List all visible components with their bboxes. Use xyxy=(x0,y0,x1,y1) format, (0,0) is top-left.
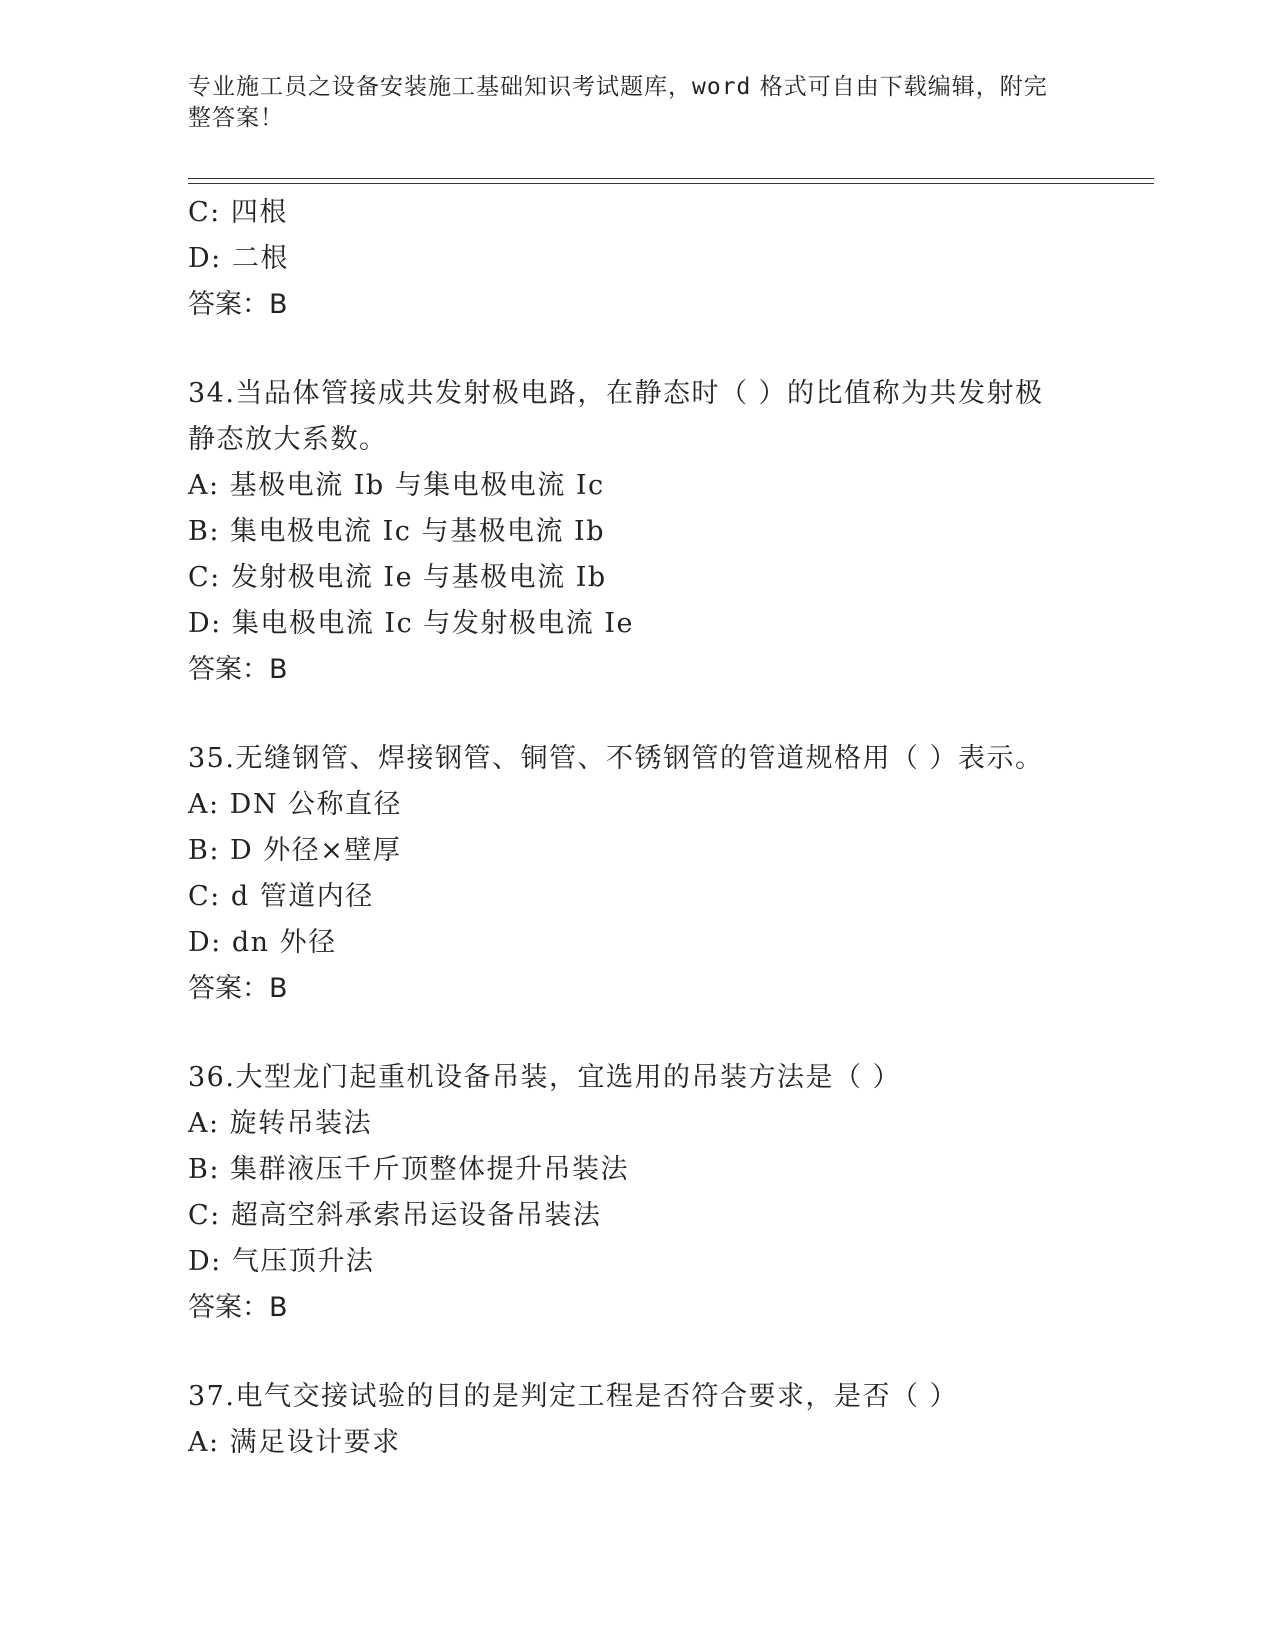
answer: 答案：B xyxy=(188,654,288,685)
header-text-word: word xyxy=(692,74,752,100)
header-text-a: 专业施工员之设备安装施工基础知识考试题库， xyxy=(188,74,692,100)
question-34 xyxy=(188,371,1068,693)
option-c: C: 四根 xyxy=(188,197,288,228)
option-a: A: 旋转吊装法 xyxy=(188,1108,373,1139)
header-text-c: 格式可自由下载编辑，附完 xyxy=(751,74,1048,100)
option-d: D: 集电极电流 Ic 与发射极电流 Ie xyxy=(188,608,635,639)
option-c: C: 发射极电流 Ie 与基极电流 Ib xyxy=(188,562,607,593)
spacer xyxy=(188,1331,1068,1374)
option-a: A: 满足设计要求 xyxy=(188,1427,401,1458)
answer: 答案：B xyxy=(188,1292,288,1323)
question-stem: 36.大型龙门起重机设备吊装，宜选用的吊装方法是（ ） xyxy=(188,1062,902,1093)
header-divider-bottom xyxy=(188,183,1154,184)
header-line-2: 整答案！ xyxy=(188,105,284,131)
option-b: B: 集电极电流 Ic 与基极电流 Ib xyxy=(188,516,606,547)
option-b: B: D 外径×壁厚 xyxy=(188,835,402,866)
option-a: A: 基极电流 Ib 与集电极电流 Ic xyxy=(188,470,605,501)
question-33-continued xyxy=(188,190,1068,328)
option-c: C: d 管道内径 xyxy=(188,881,374,912)
question-list xyxy=(188,190,1068,1466)
spacer xyxy=(188,1012,1068,1055)
question-stem: 37.电气交接试验的目的是判定工程是否符合要求，是否（ ） xyxy=(188,1381,959,1412)
header-divider-top xyxy=(188,178,1154,179)
spacer xyxy=(188,328,1068,371)
question-37 xyxy=(188,1374,1068,1466)
question-stem: 34.当品体管接成共发射极电路，在静态时（ ）的比值称为共发射极 xyxy=(188,378,1044,409)
spacer xyxy=(188,693,1068,736)
header-line-1 xyxy=(188,72,1068,103)
option-d: D: 气压顶升法 xyxy=(188,1246,375,1277)
option-d: D: 二根 xyxy=(188,243,289,274)
option-b: B: 集群液压千斤顶整体提升吊装法 xyxy=(188,1154,630,1185)
option-d: D: dn 外径 xyxy=(188,927,337,958)
question-stem-continued: 静态放大系数。 xyxy=(188,424,388,455)
answer: 答案：B xyxy=(188,973,288,1004)
question-stem: 35.无缝钢管、焊接钢管、铜管、不锈钢管的管道规格用（ ）表示。 xyxy=(188,743,1044,774)
answer: 答案：B xyxy=(188,289,288,320)
document-header xyxy=(188,72,1068,134)
question-35 xyxy=(188,736,1068,1012)
option-c: C: 超高空斜承索吊运设备吊装法 xyxy=(188,1200,602,1231)
question-36 xyxy=(188,1055,1068,1331)
option-a: A: DN 公称直径 xyxy=(188,789,403,820)
